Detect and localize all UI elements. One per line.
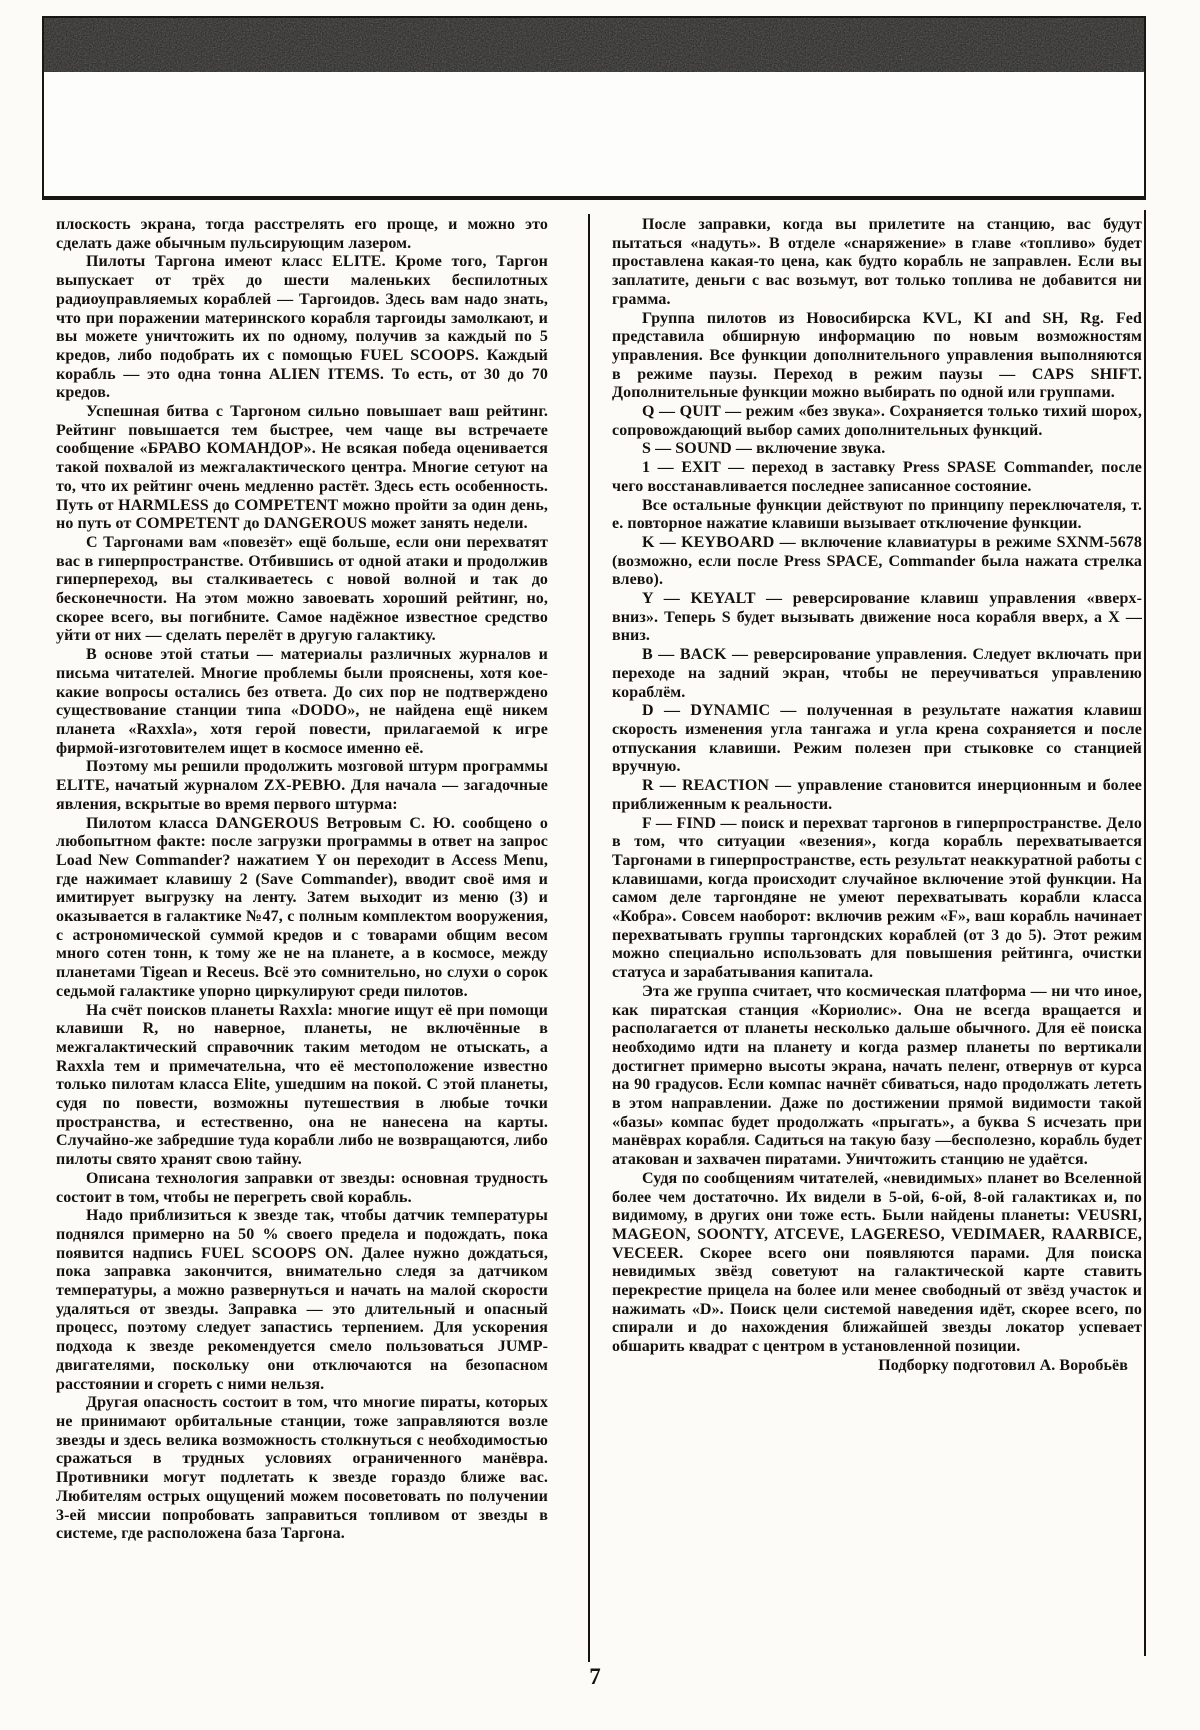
paragraph: 1 — EXIT — переход в заставку Press SPASE Commander, после чего восстанавливается последнее записанное состояние. [612, 459, 1142, 495]
paragraph: Группа пилотов из Новосибирска KVL, KI and SH, Rg. Fed представила обширную информацию по новым возможностям управления. Все функции дополнительного управления выполняются в режиме паузы. Переход в режим паузы — CAPS SHIFT. Дополнительные функции можно выбирать по одной или группами. [612, 309, 1142, 402]
paragraph: Судя по сообщениям читателей, «невидимых» планет во Вселенной более чем достаточно. Их видели в 5-ой, 6-ой, 8-ой галактиках и, по видимому, в других они тоже есть. Были найдены планеты: VEUSRI, MAGEON, SOONTY, ATCEVE, LAGERESO, VEDIMAER, RAARBICE, VECEER. Скорее всего они появляются парами. Для поиска невидимых звёзд советуют на галактической карте ставить перекрестие прицела на более или менее свободный от звёзд участок и нажимать «D». Поиск цели системой наведения идёт, скорее всего, по спирали и до нахождения ближайшей звезды локатор успевает обшарить квадрат с центром в установленной позиции. [612, 1169, 1142, 1356]
paragraph: K — KEYBOARD — включение клавиатуры в режиме SXNM-5678 (возможно, если после Press SPACE, Commander была нажата стрелка влево). [612, 533, 1142, 589]
paragraph: С Таргонами вам «повезёт» ещё больше, если они перехватят вас в гиперпространстве. Отбившись от одной атаки и продолжив гиперпереход, вы сталкиваетесь с новой волной и так до бесконечности. На этом можно завоевать хороший рейтинг, но, скорее всего, вы погибните. Самое надёжное известное средство уйти от них — сделать перелёт в другую галактику. [56, 533, 548, 645]
paragraph: Пилоты Таргона имеют класс ELITE. Кроме того, Таргон выпускает от трёх до шести маленьких беспилотных радиоуправляемых кораблей — Таргоидов. Здесь вам надо знать, что при поражении материнского корабля таргоиды замолкают, и вы можете уничтожить их по одному, получив за каждый по 5 кредов, либо подобрать их с помощью FUEL SCOOPS. Каждый корабль — это одна тонна ALIEN ITEMS. То есть, от 30 до 70 кредов. [56, 253, 548, 402]
paragraph: Все остальные функции действуют по принципу переключателя, т. е. повторное нажатие клавиши вызывает отключение функции. [612, 496, 1142, 533]
header-decorative-band [44, 18, 1144, 72]
paragraph: Пилотом класса DANGEROUS Ветровым С. Ю. сообщено о любопытном факте: после загрузки программы в ответ на запрос Load New Commander? нажатием Y он переходит в Access Menu, где нажимает клавишу 2 (Save Commander), вводит своё имя и имитирует выгрузку на ленту. Затем выходит из меню (3) и оказывается в галактике №47, с полным комплектом вооружения, с астрономической суммой кредов и с товарами общим весом много сотен тонн, к тому же не на планете, а в космосе, между планетами Tigean и Receus. Всё это сомнительно, но слухи о сорок седьмой галактике упорно циркулируют среди пилотов. [56, 814, 548, 1000]
page-header-box [42, 16, 1146, 200]
paragraph: После заправки, когда вы прилетите на станцию, вас будут пытаться «надуть». В отделе «снаряжение» в главе «топливо» будет проставлена какая-то цена, как будто корабль не заправлен. Если вы заплатите, деньги с вас возьмут, вот только топлива не добавится ни грамма. [612, 216, 1142, 308]
right-text-column [612, 216, 1142, 1376]
paragraph: Q — QUIT — режим «без звука». Сохраняется только тихий шорох, сопровождающий выбор самих дополнительных функций. [612, 403, 1142, 439]
paragraph: Y — KEYALT — реверсирование клавиш управления «вверх-вниз». Теперь S будет вызывать движение носа корабля вверх, а X — вниз. [612, 590, 1142, 645]
paragraph: S — SOUND — включение звука. [642, 440, 886, 458]
left-text-column [56, 216, 548, 1544]
paragraph: R — REACTION — управление становится инерционным и более приближенным к реальности. [612, 777, 1142, 813]
paragraph: B — BACK — реверсирование управления. Следует включать при переходе на задний экран, чтобы не переучиваться управлению кораблём. [612, 646, 1142, 701]
paragraph: Эта же группа считает, что космическая платформа — ни что иное, как пиратская станция «Кориолис». Она не всегда вращается и располагается от планеты несколько дальше обычного. Для её поиска необходимо идти на планету и когда размер планеты по вертикали достигнет примерно высоты экрана, начать пеленг, отвернув от курса на 90 градусов. Если компас начнёт сбиваться, надо продолжать лететь в этом направлении. Даже по достижении прямой видимости такой «базы» компас будет продолжать «прыгать», а буква S исчезать при манёврах корабля. Садиться на такую базу —бесполезно, корабль будет атакован и захвачен пиратами. Уничтожить станцию не удаётся. [612, 982, 1142, 1169]
column-divider-rule [588, 214, 590, 1662]
paragraph: D — DYNAMIC — полученная в результате нажатия клавиш скорость изменения угла тангажа и угла крена сохраняется и после отпускания клавиши. Режим полезен при стыковке со станцией вручную. [612, 702, 1142, 776]
page-number: 7 [589, 1664, 601, 1689]
paragraph: Успешная битва с Таргоном сильно повышает ваш рейтинг. Рейтинг повышается тем быстрее, чем чаще вы встречаете сообщение «БРАВО КОМАНДОР». Не всякая победа оценивается такой похвалой из межгалактического центра. Многие сетуют на то, что их рейтинг очень медленно растёт. Здесь есть особенность. Путь от HARMLESS до COMPETENT можно пройти за один день, но путь от COMPETENT до DANGEROUS может занять недели. [56, 403, 548, 533]
paragraph: На счёт поисков планеты Raxxla: многие ищут её при помощи клавиши R, но наверное, планеты, не включённые в межгалактический справочник таким методом не отыскать, а Raxxla тем и примечательна, что её местоположение известно только пилотам класса Elite, ушедшим на покой. С этой планеты, судя по повести, возможны путешествия в любые точки пространства, и естественно, она не нанесена на карты. Случайно-же забредшие туда корабли либо не возвращаются, либо пилоты свято хранят свою тайну. [56, 1001, 548, 1169]
paragraph: плоскость экрана, тогда расстрелять его проще, и можно это сделать даже обычным пульсирующим лазером. [56, 216, 548, 252]
paragraph: Другая опасность состоит в том, что многие пираты, которых не принимают орбитальные станции, тоже заправляются возле звезды и здесь велика возможность столкнуться с необходимостью сражаться в трудных условиях ограниченного манёвра. Противники могут подлетать к звезде гораздо ближе вас. Любителям острых ощущений можем посоветовать по получении 3-ей миссии попробовать заправиться топливом от звезды в системе, где расположена база Таргона. [56, 1394, 548, 1543]
noise-texture [44, 18, 1144, 72]
paragraph: Поэтому мы решили продолжить мозговой штурм программы ELITE, начатый журналом ZX-РЕВЮ. Для начала — загадочные явления, вскрытые во время первого штурма: [56, 758, 548, 813]
paragraph: Описана технология заправки от звезды: основная трудность состоит в том, чтобы не перегреть свой корабль. [56, 1169, 548, 1206]
byline: Подборку подготовил А. Воробьёв [878, 1356, 1128, 1374]
paragraph: Надо приблизиться к звезде так, чтобы датчик температуры поднялся примерно на 50 % своего предела и подождать, пока появится надпись FUEL SCOOPS ON. Далее нужно дождаться, пока заправка закончится, внимательно следя за датчиком температуры, а можно развернуться и начать на малой скорости удаляться от звезды. Заправка — это длительный и опасный процесс, поэтому следует запастись терпением. Для ускорения подхода к звезде рекомендуется смело пользоваться JUMP-двигателями, поскольку они отключаются на безопасном расстоянии и сгореть с ними нельзя. [56, 1207, 548, 1393]
right-column-paragraphs [612, 216, 1142, 1357]
right-margin-rule [1144, 210, 1146, 1656]
paragraph: В основе этой статьи — материалы различных журналов и письма читателей. Многие проблемы были прояснены, хотя кое-какие вопросы остались без ответа. До сих пор не подтверждено существование станции типа «DODO», не найдена ещё никем планета «Raxxla», хотя герой повести, прилагаемой к игре фирмой-изготовителем ищет в космосе именно её. [56, 646, 548, 757]
paragraph: F — FIND — поиск и перехват таргонов в гиперпространстве. Дело в том, что ситуации «везения», когда корабль перехватывается Таргонами в гиперпространстве, есть результат неаккуратной работы с клавишами, когда происходит случайное включение этой функции. На самом деле таргондяне не умеют перехватывать корабли класса «Кобра». Совсем наоборот: включив режим «F», ваш корабль начинает перехватывать группы таргондских кораблей (от 3 до 5). Этот режим можно специально использовать для повышения рейтинга, очистки статуса и зарабатывания капитала. [612, 814, 1142, 982]
